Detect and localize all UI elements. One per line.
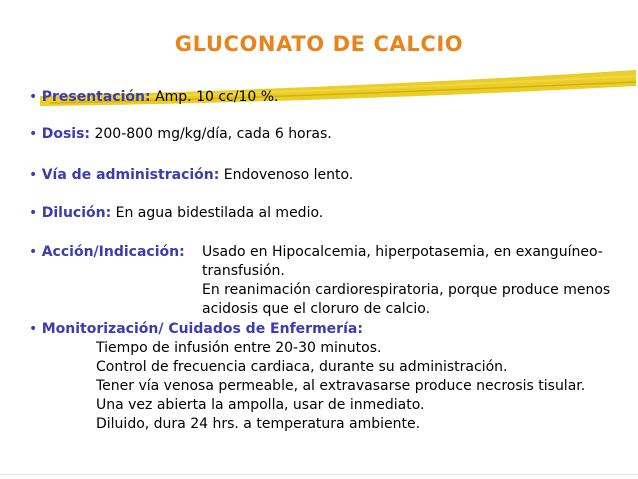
bullet: • [29, 321, 38, 337]
item-label: Presentación: [41, 89, 151, 105]
item-detail-line: Control de frecuencia cardiaca, durante su administración. [96, 359, 508, 375]
item-detail-line: Usado en Hipocalcemia, hiperpotasemia, en exanguíneo- [202, 244, 603, 260]
bullet: • [29, 205, 38, 221]
item-detail-line: acidosis que el cloruro de calcio. [202, 301, 431, 317]
list-item-accion [29, 244, 185, 260]
item-label: Vía de administración: [41, 167, 220, 183]
item-value: Amp. 10 cc/10 %. [155, 89, 279, 105]
item-detail-line: Tiempo de infusión entre 20-30 minutos. [96, 340, 382, 356]
list-item-dilucion [29, 205, 323, 221]
bullet: • [29, 244, 38, 260]
item-detail-line: transfusión. [202, 263, 285, 279]
bullet: • [29, 89, 38, 105]
bullet: • [29, 167, 38, 183]
bottom-divider [0, 474, 638, 475]
item-detail-line: Una vez abierta la ampolla, usar de inmediato. [96, 397, 425, 413]
item-value: En agua bidestilada al medio. [115, 205, 324, 221]
item-label: Dilución: [41, 205, 112, 221]
list-item-monitorizacion [29, 321, 363, 337]
item-value: 200-800 mg/kg/día, cada 6 horas. [94, 126, 332, 142]
item-value: Endovenoso lento. [223, 167, 354, 183]
item-detail-line: Diluido, dura 24 hrs. a temperatura ambiente. [96, 416, 421, 432]
list-item-dosis [29, 126, 332, 142]
item-detail-line: En reanimación cardiorespiratoria, porque produce menos [202, 282, 611, 298]
item-label: Monitorización/ Cuidados de Enfermería: [41, 321, 363, 337]
list-item-presentacion [29, 89, 278, 105]
item-label: Dosis: [41, 126, 91, 142]
bullet: • [29, 126, 38, 142]
page-title: GLUCONATO DE CALCIO [174, 32, 464, 56]
list-item-via [29, 167, 353, 183]
item-label: Acción/Indicación: [41, 244, 185, 260]
item-detail-line: Tener vía venosa permeable, al extravasarse produce necrosis tisular. [96, 378, 586, 394]
